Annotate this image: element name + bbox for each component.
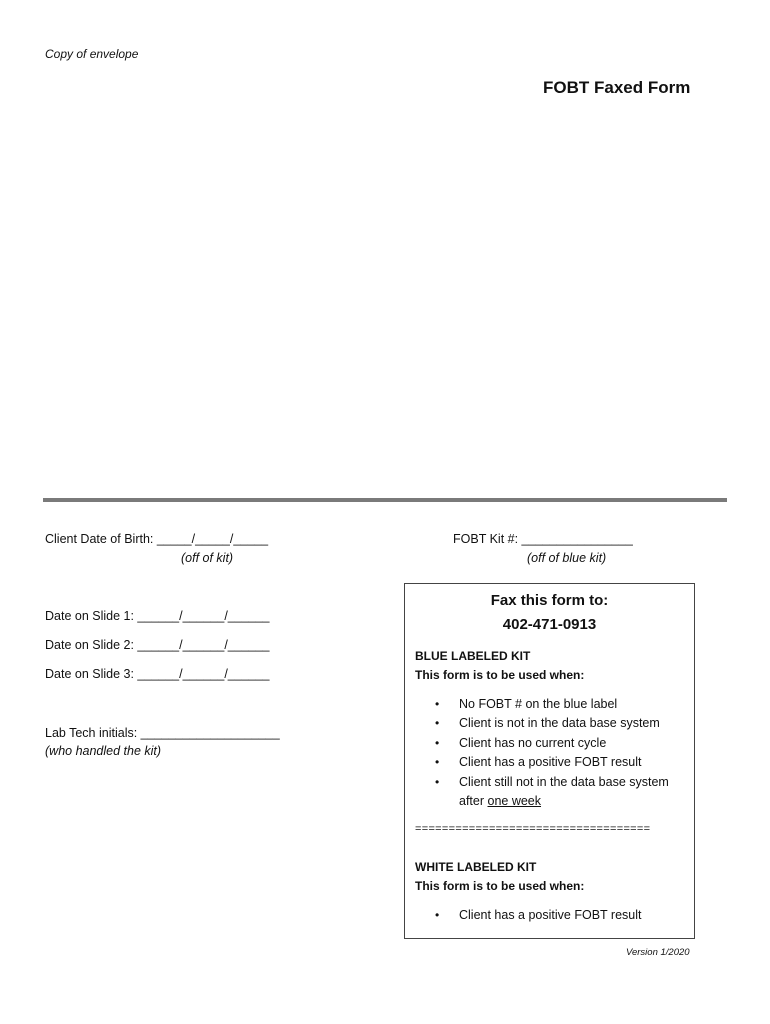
white-kit-subheading: This form is to be used when: xyxy=(415,879,585,893)
blue-kit-item: Client has a positive FOBT result xyxy=(459,755,642,769)
white-kit-item: Client has a positive FOBT result xyxy=(459,908,642,922)
one-week-underlined: one week xyxy=(487,794,542,808)
client-dob-note: (off of kit) xyxy=(181,551,234,565)
page-title: FOBT Faxed Form xyxy=(543,78,691,97)
envelope-label: Copy of envelope xyxy=(45,47,139,61)
bullet-icon: • xyxy=(435,908,440,922)
blue-kit-heading: BLUE LABELED KIT xyxy=(415,649,531,663)
fax-phone-number: 402-471-0913 xyxy=(502,616,597,633)
fobt-kit-note: (off of blue kit) xyxy=(527,551,607,565)
lab-tech-note: (who handled the kit) xyxy=(45,744,162,758)
slide2-date-field: Date on Slide 2: ______/______/______ xyxy=(45,638,270,652)
blue-kit-subheading: This form is to be used when: xyxy=(415,668,585,682)
blue-kit-item-continuation xyxy=(459,794,541,808)
client-dob-field: Client Date of Birth: _____/_____/_____ xyxy=(45,532,269,546)
slide1-date-field: Date on Slide 1: ______/______/______ xyxy=(45,609,270,623)
blue-kit-item: No FOBT # on the blue label xyxy=(459,697,618,711)
section-divider xyxy=(43,498,727,502)
bullet-icon: • xyxy=(435,736,440,750)
white-kit-heading: WHITE LABELED KIT xyxy=(415,860,537,874)
slide3-date-field: Date on Slide 3: ______/______/______ xyxy=(45,667,270,681)
fax-heading: Fax this form to: xyxy=(490,592,609,609)
separator-line: =================================== xyxy=(415,823,651,835)
bullet-icon: • xyxy=(435,775,440,789)
bullet-icon: • xyxy=(435,755,440,769)
blue-kit-item: Client still not in the data base system xyxy=(459,775,669,789)
bullet-icon: • xyxy=(435,697,440,711)
fax-instructions-box xyxy=(404,583,695,939)
blue-kit-item: Client is not in the data base system xyxy=(459,716,660,730)
fobt-kit-field: FOBT Kit #: ________________ xyxy=(453,532,633,546)
blue-kit-item: Client has no current cycle xyxy=(459,736,607,750)
continuation-prefix: after xyxy=(459,794,488,808)
lab-tech-initials-field: Lab Tech initials: ____________________ xyxy=(45,726,280,740)
bullet-icon: • xyxy=(435,716,440,730)
version-label: Version 1/2020 xyxy=(626,947,690,958)
